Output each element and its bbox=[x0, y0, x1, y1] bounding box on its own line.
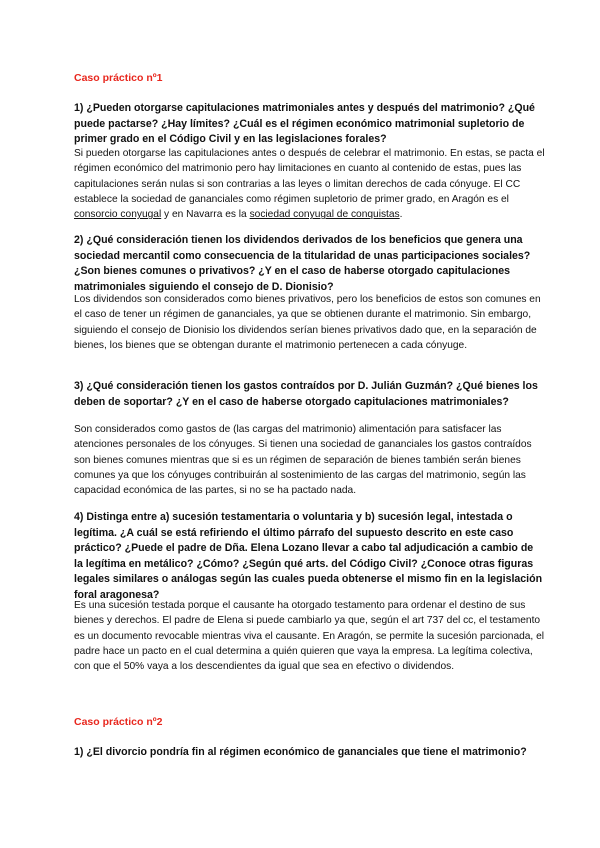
case-1-answer-2: Los dividendos son considerados como bienes privativos, pero los beneficios de estos son comunes en el caso de tener un régimen de gananciales, ya que se obtienen durante el matrimonio. Sin embargo, siguiendo el consejo de Dionisio los dividendos serían bienes privativos dado que, en la separación de bienes, los bienes que se obtengan durante el matrimonio pertenecen a cada cónyuge. bbox=[74, 294, 541, 351]
case-1-question-3: 3) ¿Qué consideración tienen los gastos contraídos por D. Julián Guzmán? ¿Qué bienes los deben de soportar? ¿Y en el caso de haberse otorgado capitulaciones matrimoniales? bbox=[74, 380, 538, 408]
case-1-answer-1 bbox=[74, 146, 546, 222]
case-1-question-1: 1) ¿Pueden otorgarse capitulaciones matrimoniales antes y después del matrimonio? ¿Qué puede pactarse? ¿Hay límites? ¿Cuál es el régimen económico matrimonial supletorio de primer grado en el Código Civil y en las legislaciones forales? bbox=[74, 102, 535, 146]
answer-1-text-b: y en Navarra es la bbox=[161, 209, 250, 221]
case-1-answer-3: Son considerados como gastos de (las cargas del matrimonio) alimentación para satisfacer las atenciones personales de los cónyuges. Si tienen una sociedad de gananciales los gastos contraídos son bienes comunes mientras que si es un régimen de separación de bienes también serán bienes comunes ya que los cónyuges contribuirán al sostenimiento de las cargas del matrimonio, según las capacidad económica de las partes, si no se ha pactado nada. bbox=[74, 424, 532, 497]
sociedad-conyugal-link: sociedad conyugal de conquistas bbox=[249, 209, 400, 221]
case-1-question-4: 4) Distinga entre a) sucesión testamentaria o voluntaria y b) sucesión legal, intestada o legítima. ¿A cuál se está refiriendo el último párrafo del supuesto descrito en este caso práctico? ¿Puede el padre de Dña. Elena Lozano llevar a cabo tal adjudicación a cambio de la legítima en metálico? ¿Cómo? ¿Según qué arts. del Código Civil? ¿Conoce otras figuras legales similares o análogas según las cuales pueda obtenerse el mismo fin en la legislación foral aragonesa? bbox=[74, 511, 543, 601]
case-1-answer-4: Es una sucesión testada porque el causante ha otorgado testamento para ordenar el destino de sus bienes y derechos. El padre de Elena si puede cambiarlo ya que, según el art 737 del cc, el testamento es un documento revocable mientras viva el causante. En Aragón, se permite la sucesión parcionada, el padre hace un pacto en el cual determina a quién quieren que vaya la empresa. La legítima colectiva, con que el 50% vaya a los descendientes da igual que sea en efectivo o dividendos. bbox=[74, 600, 545, 673]
answer-1-text-a: Si pueden otorgarse las capitulaciones antes o después de celebrar el matrimonio. En estas, se pacta el régimen económico del matrimonio pero hay limitaciones en cuanto al contenido de estas, pues las capitulaciones serán nulas si son contrarias a las leyes o limitan derechos de cada cónyuge. El CC establece la sociedad de gananciales como régimen supletorio de primer grado, en Aragón es el bbox=[74, 148, 545, 205]
case-2-question-1: 1) ¿El divorcio pondría fin al régimen económico de gananciales que tiene el matrimonio? bbox=[74, 746, 527, 758]
case-2-heading: Caso práctico nº2 bbox=[74, 716, 163, 728]
answer-1-text-c: . bbox=[399, 209, 403, 221]
case-1-heading: Caso práctico nº1 bbox=[74, 72, 163, 84]
consorcio-conyugal-link: consorcio conyugal bbox=[74, 209, 162, 221]
case-1-question-2: 2) ¿Qué consideración tienen los dividendos derivados de los beneficios que genera una sociedad mercantil como consecuencia de la titularidad de unas participaciones sociales? ¿Son bienes comunes o privativos? ¿Y en el caso de haberse otorgado capitulaciones matrimoniales siguiendo el consejo de D. Dionisio? bbox=[74, 234, 531, 293]
